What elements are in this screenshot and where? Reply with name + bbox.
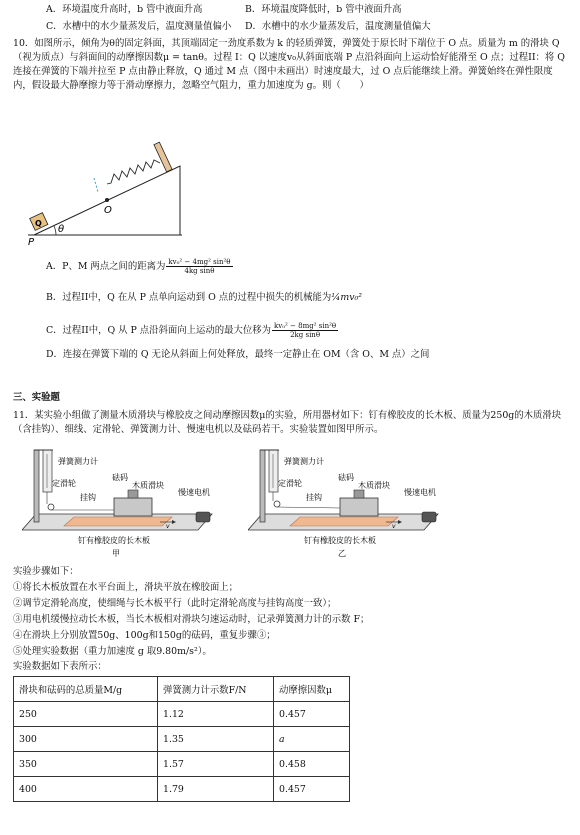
table-cell: 1.12 xyxy=(158,702,274,727)
rubber-strip xyxy=(290,517,398,526)
q10-stem: 10．如图所示，倾角为θ的固定斜面，其顶端固定一劲度系数为 k 的轻质弹簧，弹簧处于原长时下端位于 O 点。质量为 m 的滑块 Q（视为质点）与斜面间的动摩擦因数μ = tanθ。过程 I：Q 以速度v₀从斜面底端 P 点沿斜面向上运动恰好能滑至 O 点；过程II：将 Q 连接在弹簧的下端并拉至 P 点由静止释放，Q 通过 M 点（图中未画出）时速度最大，过 O 点后能继续上滑。弹簧始终在弹性限度内，假设最大静摩擦力等于滑动摩擦力，忽略空气阻力，重力加速度为 g。则（ ） xyxy=(13,38,565,91)
table-cell: 1.35 xyxy=(158,727,274,752)
pulley xyxy=(48,504,54,510)
table-cell: 250 xyxy=(14,702,158,727)
table-cell: 1.79 xyxy=(158,777,274,802)
spring-scale xyxy=(43,450,52,492)
step-4: ④在滑块上分别放置50g、100g和150g的砝码，重复步骤③； xyxy=(13,630,276,641)
q9-option-d: D．水槽中的水少量蒸发后，温度测量值偏大 xyxy=(245,21,431,32)
section-3-title: 三、实验题 xyxy=(13,392,60,403)
label-theta: θ xyxy=(58,224,65,235)
svg-text:v: v xyxy=(392,523,396,530)
table-cell: 1.57 xyxy=(158,752,274,777)
caption-jia: 甲 xyxy=(112,549,120,558)
table-header-cell: 滑块和砝码的总质量M/g xyxy=(14,677,158,702)
table-row xyxy=(14,752,350,777)
table-row xyxy=(14,727,350,752)
weight xyxy=(128,490,138,498)
table-row xyxy=(14,777,350,802)
q9-option-a: A．环境温度升高时，b 管中液面升高 xyxy=(46,4,203,15)
label-pulley: 定滑轮 xyxy=(52,479,76,488)
table-cell: 0.458 xyxy=(274,752,350,777)
step-1: ①将长木板放置在水平台面上，滑块平放在橡胶面上； xyxy=(13,582,239,593)
table-cell: 0.457 xyxy=(274,777,350,802)
steps-title: 实验步骤如下： xyxy=(13,566,79,577)
wood-block xyxy=(114,498,152,516)
label-hook: 挂钩 xyxy=(80,493,96,502)
table-cell: 400 xyxy=(14,777,158,802)
q10-option-c: C．过程II中，Q 从 P 点沿斜面向上运动的最大位移为 $\frac{\text{kv₀² − 8mg² sin²θ}}{\text{2kg sinθ}}$ xyxy=(46,322,337,339)
q11-figure-jia xyxy=(22,444,222,562)
table-header-cell: 动摩擦因数μ xyxy=(274,677,350,702)
label-q: Q xyxy=(35,219,42,228)
label-p: P xyxy=(28,237,35,248)
caption-yi: 乙 xyxy=(338,549,346,558)
step-5: ⑤处理实验数据（重力加速度 g 取9.80m/s²）。 xyxy=(13,646,212,657)
q9-option-b: B．环境温度降低时，b 管中液面升高 xyxy=(245,4,402,15)
spring-mount xyxy=(154,142,172,172)
label-motor: 慢速电机 xyxy=(404,488,436,497)
label-block: 木质滑块 xyxy=(132,481,164,490)
q10-option-a: A．P、M 两点之间的距离为 $\frac{\text{kv₀² − 4mg² sin²θ}}{\text{4kg sinθ}}$ xyxy=(46,258,231,275)
motor xyxy=(196,512,210,522)
pulley xyxy=(274,501,280,507)
table-cell: a xyxy=(274,727,350,752)
label-board: 钉有橡胶皮的长木板 xyxy=(78,536,150,545)
rubber-strip xyxy=(64,517,172,526)
svg-text:v: v xyxy=(166,523,170,530)
stand-pole xyxy=(34,450,39,522)
label-spring-scale: 弹簧测力计 xyxy=(58,457,98,466)
label-o: O xyxy=(104,205,112,216)
q10-incline-figure xyxy=(20,138,190,250)
label-hook: 挂钩 xyxy=(306,493,322,502)
weight xyxy=(354,490,364,498)
q9-option-c: C．水槽中的水少量蒸发后，温度测量值偏小 xyxy=(46,21,232,32)
dashed-mark xyxy=(94,178,98,192)
table-row xyxy=(14,702,350,727)
label-weight: 砝码 xyxy=(338,473,354,482)
motor xyxy=(422,512,436,522)
step-3: ③用电机缓慢拉动长木板，当长木板相对滑块匀速运动时，记录弹簧测力计的示数 F； xyxy=(13,614,370,625)
table-cell: 350 xyxy=(14,752,158,777)
label-motor: 慢速电机 xyxy=(178,488,210,497)
table-cell: 300 xyxy=(14,727,158,752)
label-pulley: 定滑轮 xyxy=(278,479,302,488)
label-weight: 砝码 xyxy=(112,473,128,482)
step-2: ②调节定滑轮高度，使细绳与长木板平行（此时定滑轮高度与挂钩高度一致）； xyxy=(13,598,337,609)
table-header-row xyxy=(14,677,350,702)
q10-option-b: B．过程II中，Q 在从 P 点单向运动到 O 点的过程中损失的机械能为¼mv₀² xyxy=(46,292,363,303)
label-spring-scale: 弹簧测力计 xyxy=(284,457,324,466)
table-title: 实验数据如下表所示： xyxy=(13,661,107,672)
label-block: 木质滑块 xyxy=(358,481,390,490)
q11-stem: 11．某实验小组做了测量木质滑块与橡胶皮之间动摩擦因数μ的实验，所用器材如下：钉有橡胶皮的长木板、质量为250g的木质滑块（含挂钩）、细线、定滑轮、弹簧测力计、慢速电机以及砝码若干。实验装置如图甲所示。 xyxy=(13,410,562,435)
label-board: 钉有橡胶皮的长木板 xyxy=(304,536,376,545)
spring-scale xyxy=(269,450,278,492)
stand-pole xyxy=(260,450,265,522)
point-o xyxy=(105,198,109,202)
experiment-data-table xyxy=(13,676,350,802)
table-cell: 0.457 xyxy=(274,702,350,727)
q10-option-d: D．连接在弹簧下端的 Q 无论从斜面上何处释放，最终一定静止在 OM（含 O、M 点）之间 xyxy=(46,349,430,360)
table-header-cell: 弹簧测力计示数F/N xyxy=(158,677,274,702)
q11-figure-yi xyxy=(248,444,448,562)
wood-block xyxy=(340,498,378,516)
